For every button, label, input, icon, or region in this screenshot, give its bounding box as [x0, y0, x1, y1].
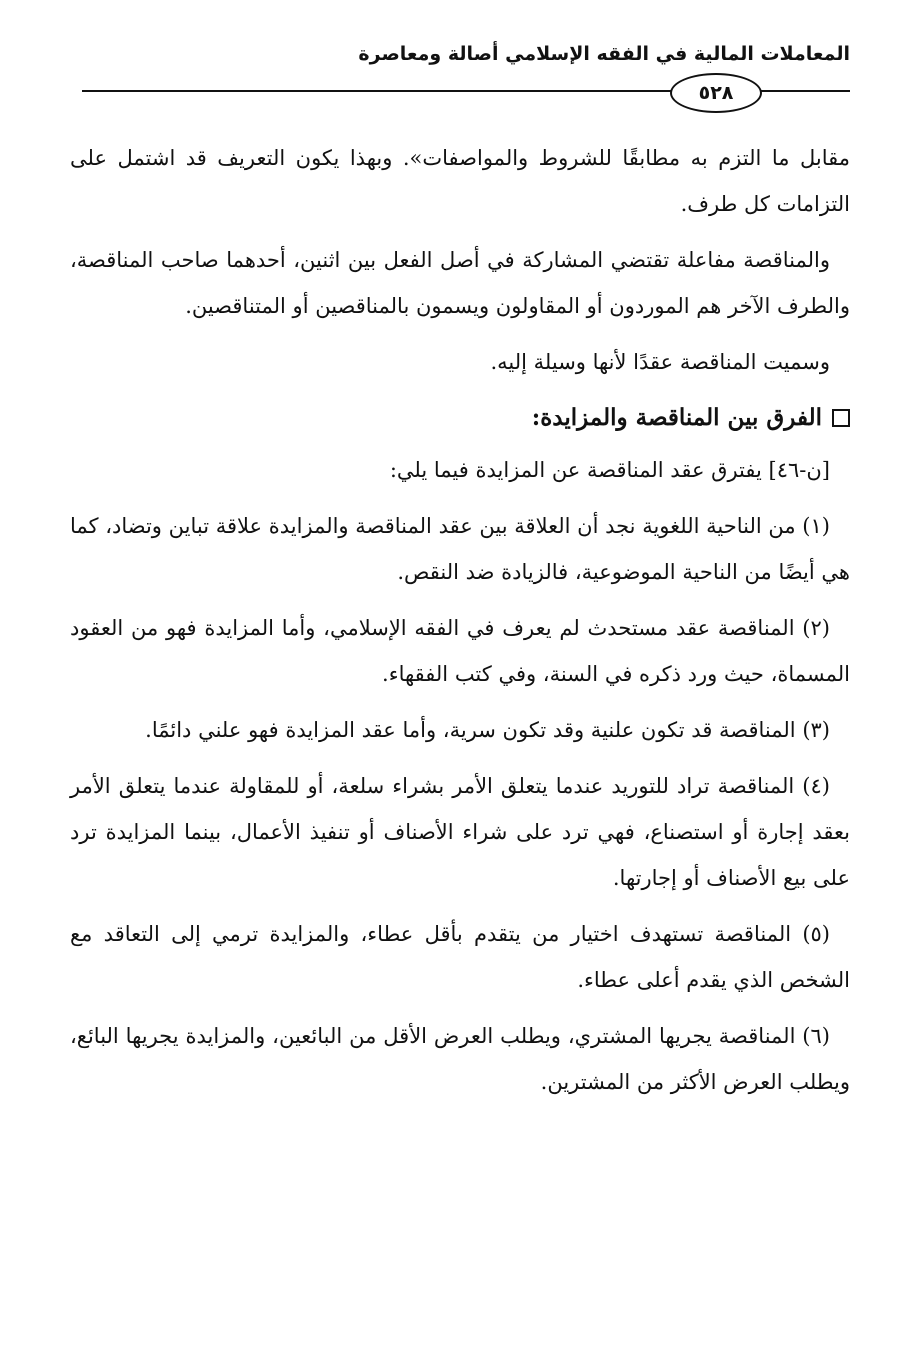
body-text [70, 135, 850, 1115]
section-lead: [ن-٤٦] يفترق عقد المناقصة عن المزايدة فيما يلي: [389, 458, 830, 482]
running-header [70, 40, 850, 104]
section-heading-text: الفرق بين المناقصة والمزايدة: [531, 404, 822, 431]
book-page [70, 40, 850, 1330]
paragraph-continuation: مقابل ما التزم به مطابقًا للشروط والمواصفات». وبهذا يكون التعريف قد اشتمل على التزامات كل طرف. [70, 146, 850, 216]
difference-item-5: (٥) المناقصة تستهدف اختيار من يتقدم بأقل عطاء، والمزايدة ترمي إلى التعاقد مع الشخص الذي يقدم أعلى عطاء. [70, 922, 850, 992]
page-number: ٥٢٨ [670, 73, 762, 113]
running-title: المعاملات المالية في الفقه الإسلامي أصالة ومعاصرة [358, 43, 850, 65]
paragraph-naming: وسميت المناقصة عقدًا لأنها وسيلة إليه. [490, 350, 830, 374]
difference-item-4: (٤) المناقصة تراد للتوريد عندما يتعلق الأمر بشراء سلعة، أو للمقاولة عندما يتعلق الأمر بعقد إجارة أو استصناع، فهي ترد على شراء الأصناف أو تنفيذ الأعمال، بينما المزايدة ترد على بيع الأصناف أو إجارتها. [70, 774, 850, 890]
section-heading [70, 395, 850, 441]
difference-item-2: (٢) المناقصة عقد مستحدث لم يعرف في الفقه الإسلامي، وأما المزايدة فهو من العقود المسماة، حيث ورد ذكره في السنة، وفي كتب الفقهاء. [70, 616, 850, 686]
difference-item-6: (٦) المناقصة يجريها المشتري، ويطلب العرض الأقل من البائعين، والمزايدة يجريها البائع، ويطلب العرض الأكثر من المشترين. [70, 1024, 850, 1094]
difference-item-3: (٣) المناقصة قد تكون علنية وقد تكون سرية، وأما عقد المزايدة فهو علني دائمًا. [145, 718, 830, 742]
difference-item-1: (١) من الناحية اللغوية نجد أن العلاقة بين عقد المناقصة والمزايدة علاقة تباين وتضاد، كما هي أيضًا من الناحية الموضوعية، فالزيادة ضد النقص. [70, 514, 850, 584]
paragraph-definition: والمناقصة مفاعلة تقتضي المشاركة في أصل الفعل بين اثنين، أحدهما صاحب المناقصة، والطرف الآخر هم الموردون أو المقاولون ويسمون بالمناقصين أو المتناقصين. [70, 248, 850, 318]
checkbox-square-icon [832, 409, 850, 427]
